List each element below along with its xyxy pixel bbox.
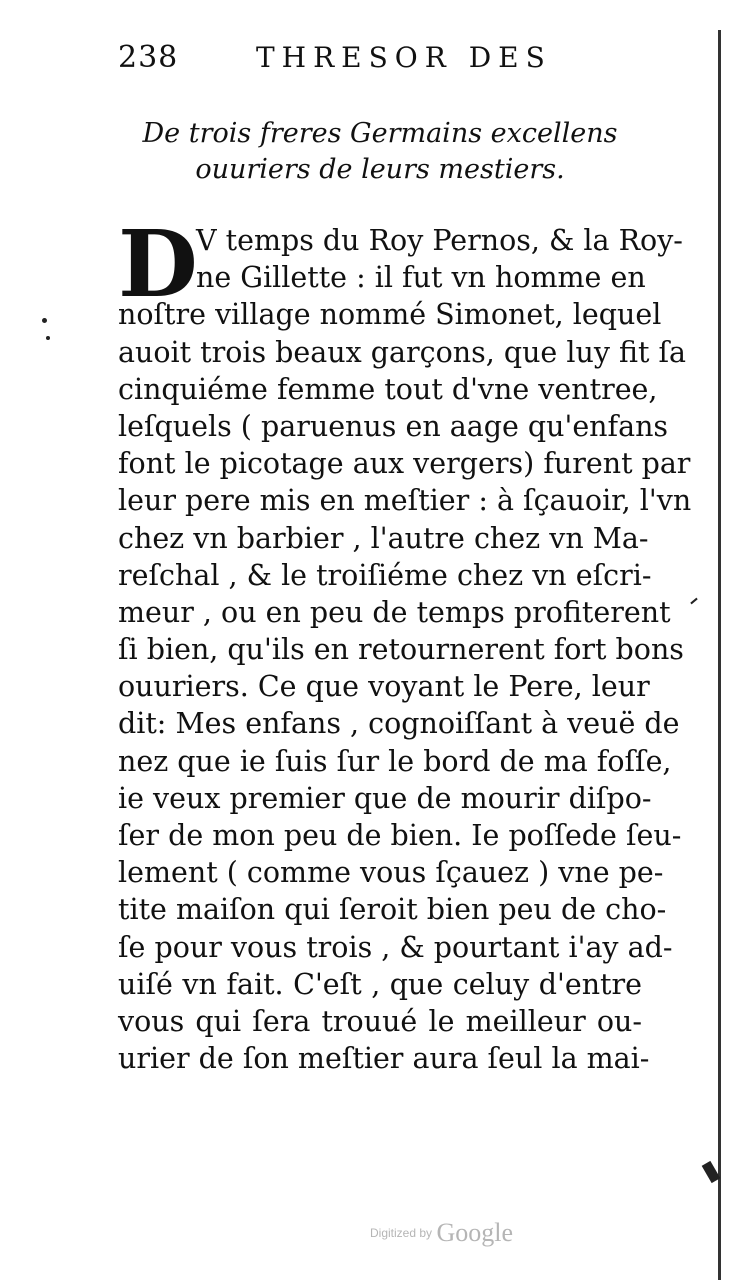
text-line: reſchal , & le troiſiéme chez vn eſcri- xyxy=(118,558,652,592)
drop-cap: D xyxy=(118,210,198,318)
text-line: auoit trois beaux garçons, que luy fit ſa xyxy=(118,335,687,369)
text-line: dit: Mes enfans , cognoiſſant à veuë de xyxy=(118,707,680,741)
text-line: noſtre village nommé Simonet, lequel xyxy=(118,298,662,332)
text-line: ſe pour vous trois , & pourtant i'ay ad- xyxy=(118,930,673,964)
text-line: leur pere mis en meſtier : à ſçauoir, l'vn xyxy=(118,484,692,518)
ink-speck xyxy=(42,318,47,323)
chapter-title xyxy=(100,116,660,188)
ink-speck xyxy=(46,336,50,340)
cropped-line xyxy=(118,1077,642,1091)
text-line: leſquels ( paruenus en aage qu'enfans xyxy=(118,409,669,443)
text-line: nez que ie ſuis ſur le bord de ma foſſe, xyxy=(118,744,672,778)
running-head xyxy=(118,38,558,78)
watermark-prefix: Digitized by xyxy=(370,1226,433,1240)
text-line: cinquiéme femme tout d'vne ventree, xyxy=(118,372,658,406)
digitized-by-google-watermark xyxy=(370,1218,513,1252)
page-number: 238 xyxy=(118,40,179,75)
text-line: vous qui ſera trouué le meilleur ou- xyxy=(118,1004,642,1038)
page-edge-line xyxy=(718,30,721,1280)
text-line: ſi bien, qu'ils en retournerent fort bons xyxy=(118,633,684,667)
text-line: tite maiſon qui ſeroit bien peu de cho- xyxy=(118,893,667,927)
ink-speck xyxy=(690,598,697,605)
text-line: chez vn barbier , l'autre chez vn Ma- xyxy=(118,521,649,555)
chapter-title-line-1: De trois freres Germains excellens xyxy=(142,118,618,149)
watermark-brand: Google xyxy=(436,1218,514,1247)
text-line: meur , ou en peu de temps profiterent xyxy=(118,595,671,629)
chapter-title-line-2: ouuriers de leurs mestiers. xyxy=(195,154,565,185)
text-line: V temps du Roy Pernos, & la Roy- xyxy=(196,224,683,257)
text-line: ouuriers. Ce que voyant le Pere, leur xyxy=(118,670,650,704)
text-line: uiſé vn fait. C'eſt , que celuy d'entre xyxy=(118,967,642,1001)
text-line: urier de ſon meſtier aura ſeul la mai- xyxy=(118,1042,650,1076)
text-line: lement ( comme vous ſçauez ) vne pe- xyxy=(118,856,664,890)
running-title: THRESOR DES xyxy=(256,41,552,74)
body-text xyxy=(118,210,692,1091)
text-line: ſer de mon peu de bien. Ie poſſede ſeu- xyxy=(118,819,682,852)
text-line: ne Gillette : il fut vn homme en xyxy=(196,261,646,295)
text-line: ie veux premier que de mourir diſpo- xyxy=(118,781,652,815)
text-line: font le picotage aux vergers) furent par xyxy=(118,447,691,481)
